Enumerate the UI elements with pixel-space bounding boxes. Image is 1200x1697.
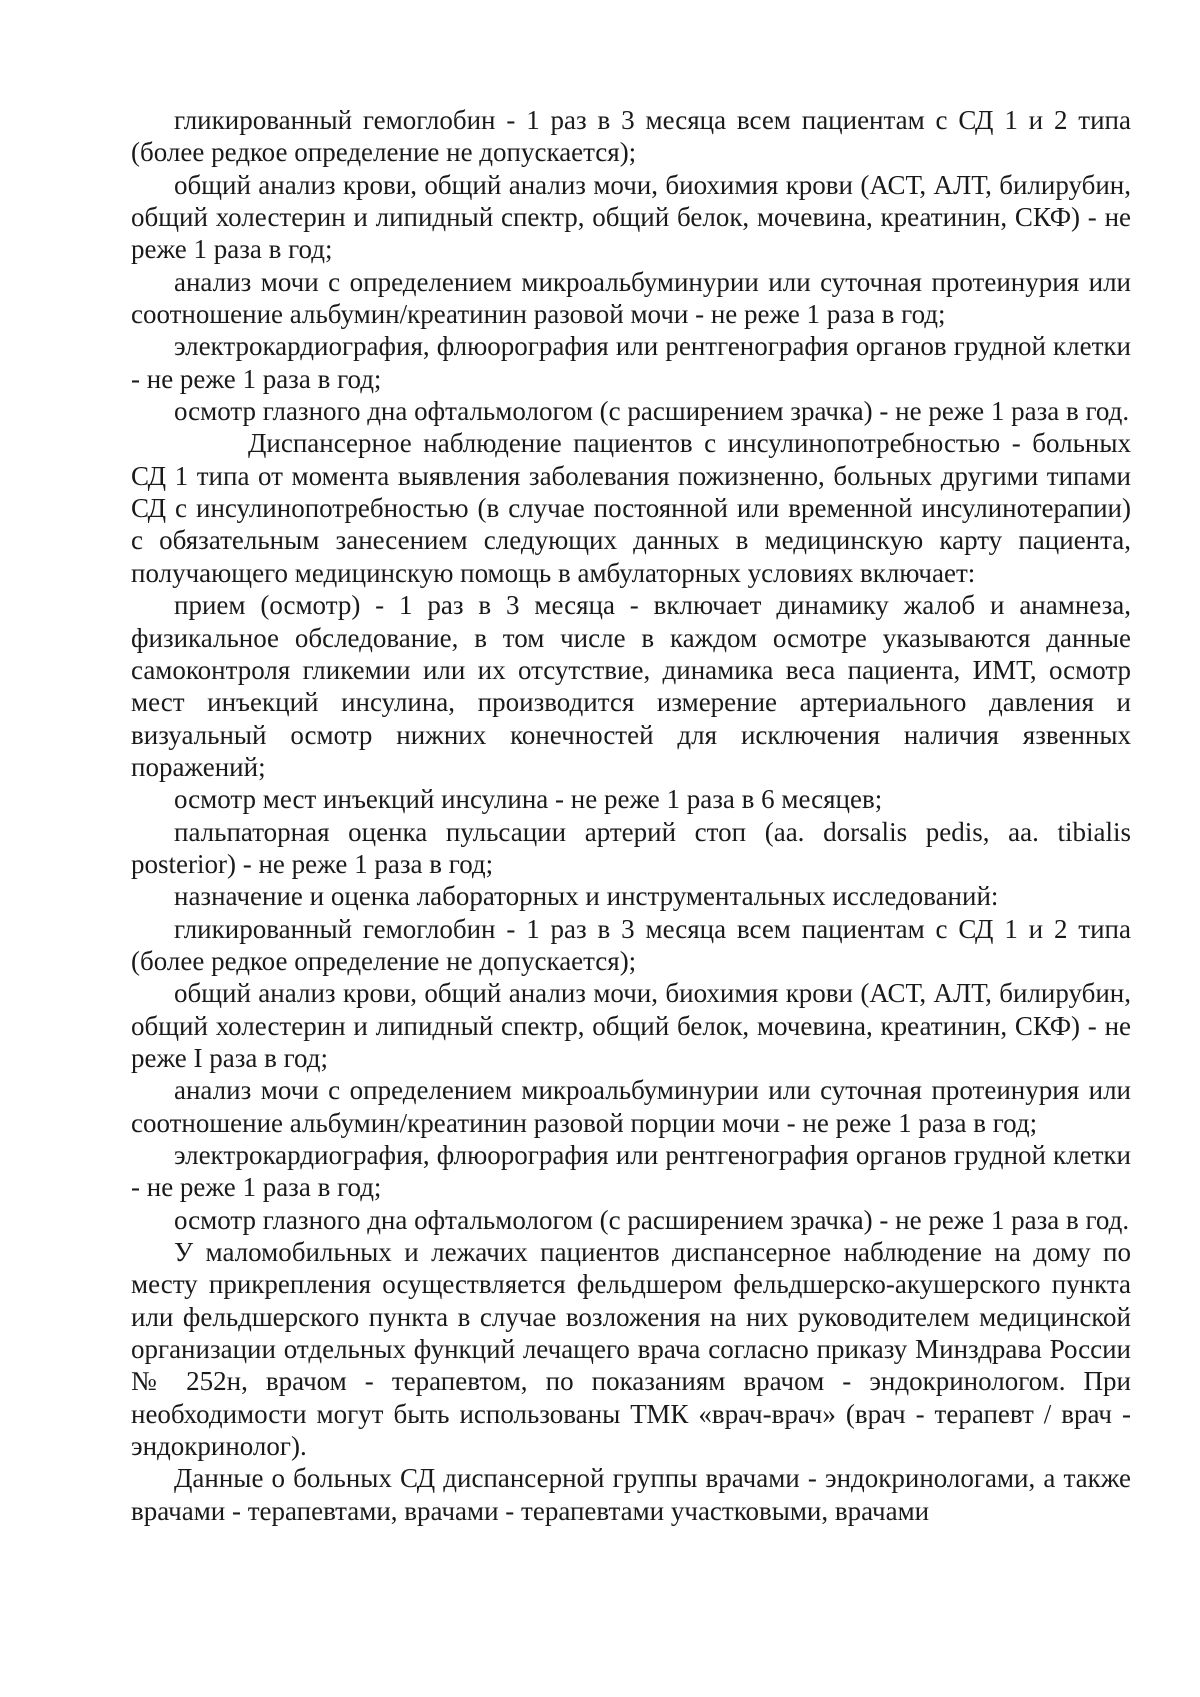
paragraph: гликированный гемоглобин - 1 раз в 3 месяца всем пациентам с СД 1 и 2 типа (более редкое определение не допускается); [131,105,1131,168]
paragraph: анализ мочи с определением микроальбуминурии или суточная протеинурия или соотношение альбумин/креатинин разовой мочи - не реже 1 раза в год; [131,266,1131,330]
paragraph: прием (осмотр) - 1 раз в 3 месяца - включает динамику жалоб и анамнеза, физикальное обследование, в том числе в каждом осмотре указываются данные самоконтроля гликемии или их отсутствие, динамика веса пациента, ИМТ, осмотр мест инъекций инсулина, производится измерение артериального давления и визуальный осмотр нижних конечностей для исключения наличия язвенных поражений; [131,590,1131,782]
paragraph: Диспансерное наблюдение пациентов с инсулинопотребностью - больных СД 1 типа от момента выявления заболевания пожизненно, больных другими типами СД с инсулинопотребностью (в случае постоянной или временной инсулинотерапии) с обязательным занесением следующих данных в медицинскую карту пациента, получающего медицинскую помощь в амбулаторных условиях включает: [131,428,1131,588]
paragraph: назначение и оценка лабораторных и инструментальных исследований: [174,881,999,912]
paragraph: гликированный гемоглобин - 1 раз в 3 месяца всем пациентам с СД 1 и 2 типа (более редкое определение не допускается); [131,913,1131,976]
paragraph: общий анализ крови, общий анализ мочи, биохимия крови (АСТ, АЛТ, билирубин, общий холестерин и липидный спектр, общий белок, мочевина, креатинин, СКФ) - не реже 1 раза в год; [131,169,1131,265]
paragraph: электрокардиография, флюорография или рентгенография органов грудной клетки - не реже 1 раза в год; [131,1140,1131,1203]
paragraph: осмотр глазного дна офтальмологом (с расширением зрачка) - не реже 1 раза в год. [174,396,1130,427]
paragraph: общий анализ крови, общий анализ мочи, биохимия крови (АСТ, АЛТ, билирубин, общий холестерин и липидный спектр, общий белок, мочевина, креатинин, СКФ) - не реже I раза в год; [131,978,1131,1073]
paragraph: пальпаторная оценка пульсации артерий стоп (аа. dorsalis pedis, аа. tibialis posterior) - не реже 1 раза в год; [131,816,1131,879]
paragraph: анализ мочи с определением микроальбуминурии или суточная протеинурия или соотношение альбумин/креатинин разовой порции мочи - не реже 1 раза в год; [131,1075,1131,1138]
paragraph: осмотр глазного дна офтальмологом (с расширением зрачка) - не реже 1 раза в год. [174,1204,1130,1235]
paragraph: У маломобильных и лежачих пациентов диспансерное наблюдение на дому по месту прикрепления осуществляется фельдшером фельдшерско-акушерского пункта или фельдшерского пункта в случае возложения на них руководителем медицинской организации отдельных функций лечащего врача согласно приказу Минздрава России № 252н, врачом - терапевтом, по показаниям врачом - эндокринологом. При необходимости могут быть использованы ТМК «врач-врач» (врач - терапевт / врач - эндокринолог). [131,1237,1131,1462]
document-body [131,104,1131,1527]
paragraph: Данные о больных СД диспансерной группы врачами - эндокринологами, а также врачами - терапевтами, врачами - терапевтами участковыми, врачами [131,1463,1131,1526]
paragraph: осмотр мест инъекций инсулина - не реже 1 раза в 6 месяцев; [174,784,883,815]
paragraph: электрокардиография, флюорография или рентгенография органов грудной клетки - не реже 1 раза в год; [131,331,1131,394]
